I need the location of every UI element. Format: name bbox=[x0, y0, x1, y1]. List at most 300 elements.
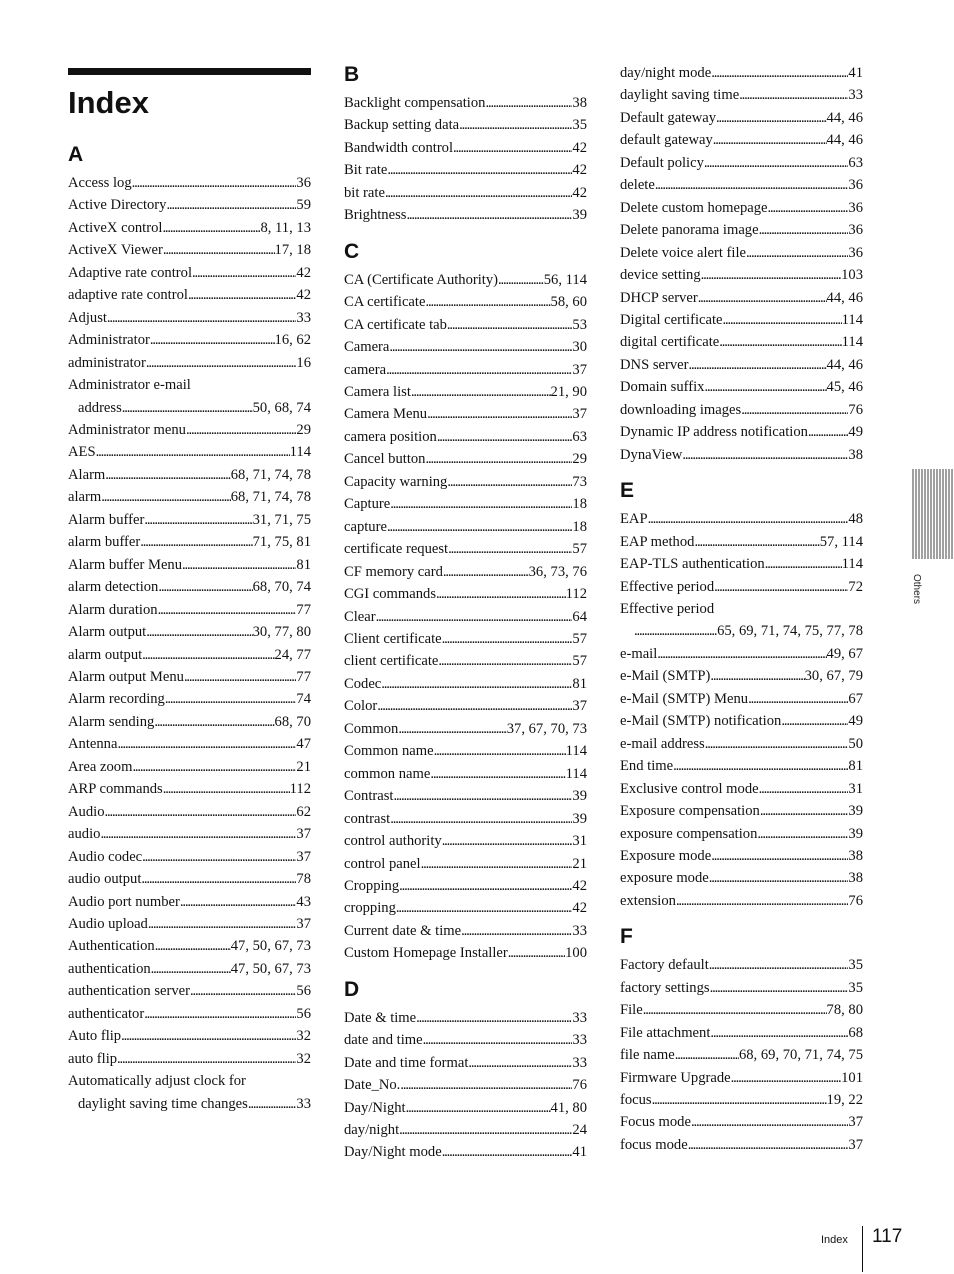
entry-term: audio output bbox=[68, 871, 142, 888]
dot-leader bbox=[163, 778, 290, 800]
dot-leader bbox=[151, 958, 231, 980]
entry-pages: 57 bbox=[572, 541, 587, 558]
index-entry bbox=[620, 1044, 863, 1066]
entry-term: Camera bbox=[344, 339, 390, 356]
dot-leader bbox=[711, 62, 848, 84]
entry-pages: 62 bbox=[296, 803, 311, 820]
entry-term: audio bbox=[68, 826, 101, 843]
dot-leader bbox=[132, 172, 297, 194]
dot-leader bbox=[461, 920, 572, 942]
footer-section-label: Index bbox=[821, 1234, 848, 1246]
dot-leader bbox=[448, 538, 572, 560]
entry-pages: 58, 60 bbox=[550, 294, 587, 311]
index-entry bbox=[68, 868, 311, 890]
entry-term: Bandwidth control bbox=[344, 139, 454, 156]
dot-leader bbox=[498, 269, 544, 291]
entry-term: Administrator bbox=[68, 332, 150, 349]
entry-term: Audio codec bbox=[68, 848, 143, 865]
dot-leader bbox=[376, 606, 573, 628]
dot-leader bbox=[748, 688, 848, 710]
index-entry bbox=[68, 1048, 311, 1070]
index-entry bbox=[344, 114, 587, 136]
dot-leader bbox=[694, 531, 819, 553]
entry-term: ARP commands bbox=[68, 781, 163, 798]
entry-pages: 29 bbox=[296, 421, 311, 438]
entry-pages: 36 bbox=[848, 222, 863, 239]
index-entry bbox=[344, 1052, 587, 1074]
dot-leader bbox=[107, 307, 296, 329]
index-entry bbox=[68, 913, 311, 935]
dot-leader bbox=[427, 403, 572, 425]
index-entry bbox=[68, 688, 311, 710]
dot-leader bbox=[442, 628, 573, 650]
entry-term: cropping bbox=[344, 900, 396, 917]
dot-leader bbox=[163, 239, 275, 261]
dot-leader bbox=[141, 868, 296, 890]
dot-leader bbox=[676, 890, 848, 912]
index-column-1 bbox=[68, 62, 311, 1115]
entry-term: Alarm duration bbox=[68, 601, 158, 618]
entry-term: Date and time format bbox=[344, 1054, 469, 1071]
index-entry bbox=[344, 650, 587, 672]
index-entry bbox=[344, 426, 587, 448]
dot-leader bbox=[453, 137, 572, 159]
entry-term: focus bbox=[620, 1092, 652, 1109]
entry-term: AES bbox=[68, 444, 96, 461]
index-entry bbox=[344, 785, 587, 807]
entry-term: Day/Night mode bbox=[344, 1144, 442, 1161]
entry-term: day/night mode bbox=[620, 65, 712, 81]
dot-leader bbox=[248, 1093, 297, 1115]
entry-term: bit rate bbox=[344, 184, 385, 201]
entry-term: delete bbox=[620, 177, 655, 194]
dot-leader bbox=[146, 621, 252, 643]
entry-pages: 114 bbox=[841, 334, 863, 351]
entry-pages: 39 bbox=[572, 788, 587, 805]
index-entry bbox=[68, 262, 311, 284]
entry-term: Firmware Upgrade bbox=[620, 1069, 731, 1086]
entry-term: Auto flip bbox=[68, 1028, 122, 1045]
entry-pages: 68, 71, 74, 78 bbox=[230, 489, 311, 506]
index-entry bbox=[68, 1025, 311, 1047]
entry-term: File attachment bbox=[620, 1024, 711, 1041]
entry-term: EAP method bbox=[620, 533, 695, 550]
entry-pages: 35 bbox=[848, 957, 863, 974]
entry-term: focus mode bbox=[620, 1136, 688, 1153]
index-entry bbox=[620, 508, 863, 530]
index-entry bbox=[620, 264, 863, 286]
section-letter: B bbox=[344, 63, 360, 86]
index-entry bbox=[620, 553, 863, 575]
entry-pages: 59 bbox=[296, 197, 311, 214]
dot-leader bbox=[132, 756, 296, 778]
entry-pages: 33 bbox=[572, 1032, 587, 1049]
dot-leader bbox=[381, 673, 572, 695]
entry-pages: 33 bbox=[572, 1009, 587, 1026]
dot-leader bbox=[713, 129, 827, 151]
dot-leader bbox=[117, 1048, 296, 1070]
dot-leader bbox=[423, 1029, 573, 1051]
section-letter: D bbox=[344, 977, 360, 1001]
dot-leader bbox=[100, 823, 296, 845]
entry-term: alarm buffer bbox=[68, 534, 141, 551]
index-entry bbox=[344, 314, 587, 336]
index-entry bbox=[620, 823, 863, 845]
index-entry bbox=[68, 419, 311, 441]
entry-pages: 21, 90 bbox=[550, 383, 587, 400]
index-entry bbox=[68, 172, 311, 194]
dot-leader bbox=[714, 576, 848, 598]
dot-leader bbox=[104, 801, 296, 823]
dot-leader bbox=[709, 954, 849, 976]
dot-leader bbox=[691, 1111, 848, 1133]
page-number: 117 bbox=[872, 1226, 903, 1247]
index-entry bbox=[68, 509, 311, 531]
dot-leader bbox=[393, 785, 572, 807]
index-entry bbox=[620, 376, 863, 398]
index-entry bbox=[68, 935, 311, 957]
entry-pages: 100 bbox=[565, 945, 587, 962]
dot-leader bbox=[673, 755, 848, 777]
dot-leader bbox=[155, 935, 231, 957]
entry-term-continuation: address bbox=[78, 399, 122, 416]
entry-pages: 45, 46 bbox=[826, 379, 863, 396]
index-entry bbox=[68, 284, 311, 306]
entry-term: Cropping bbox=[344, 877, 400, 894]
entry-term: authentication server bbox=[68, 983, 190, 1000]
entry-pages: 49 bbox=[848, 713, 863, 730]
dot-leader bbox=[652, 1089, 827, 1111]
dot-leader bbox=[757, 823, 848, 845]
index-entry bbox=[620, 107, 863, 129]
index-entry bbox=[68, 374, 311, 419]
entry-pages: 57 bbox=[572, 653, 587, 670]
entry-pages: 44, 46 bbox=[826, 356, 863, 373]
entry-pages: 50 bbox=[848, 735, 863, 752]
index-entry bbox=[68, 599, 311, 621]
entry-pages: 17, 18 bbox=[274, 242, 311, 259]
entry-pages: 101 bbox=[841, 1069, 863, 1086]
dot-leader bbox=[166, 194, 296, 216]
dot-leader bbox=[101, 486, 231, 508]
entry-pages: 24, 77 bbox=[274, 646, 311, 663]
dot-leader bbox=[709, 867, 849, 889]
entry-term: alarm output bbox=[68, 646, 143, 663]
entry-term: Color bbox=[344, 698, 378, 715]
entry-pages: 49, 67 bbox=[826, 645, 863, 662]
entry-pages: 49 bbox=[848, 424, 863, 441]
dot-leader bbox=[438, 650, 572, 672]
entry-term: Brightness bbox=[344, 207, 407, 224]
entry-term: Domain suffix bbox=[620, 379, 705, 396]
entry-pages: 56 bbox=[296, 983, 311, 1000]
index-entry bbox=[344, 471, 587, 493]
index-entry bbox=[68, 554, 311, 576]
entry-term: Exclusive control mode bbox=[620, 780, 759, 797]
entry-pages: 76 bbox=[848, 401, 863, 418]
entry-pages: 53 bbox=[572, 316, 587, 333]
entry-term: Backlight compensation bbox=[344, 95, 486, 111]
entry-pages: 18 bbox=[572, 518, 587, 535]
dot-leader bbox=[192, 262, 296, 284]
section-letter: C bbox=[344, 239, 360, 263]
index-entry bbox=[620, 755, 863, 777]
entry-pages: 32 bbox=[296, 1028, 311, 1045]
index-entry bbox=[620, 174, 863, 196]
entry-term: digital certificate bbox=[620, 334, 720, 351]
entry-pages: 112 bbox=[565, 586, 587, 603]
entry-term: Codec bbox=[344, 675, 382, 692]
index-entry bbox=[620, 688, 863, 710]
index-entry bbox=[344, 695, 587, 717]
index-entry bbox=[68, 464, 311, 486]
entry-term: CGI commands bbox=[344, 586, 437, 603]
dot-leader bbox=[142, 846, 296, 868]
entry-term: client certificate bbox=[344, 653, 439, 670]
index-entry bbox=[344, 763, 587, 785]
entry-pages: 33 bbox=[296, 309, 311, 326]
entry-pages: 114 bbox=[565, 743, 587, 760]
dot-leader bbox=[459, 114, 572, 136]
entry-pages: 81 bbox=[572, 675, 587, 692]
entry-pages: 35 bbox=[572, 117, 587, 134]
entry-pages: 56, 114 bbox=[543, 271, 587, 288]
index-entry bbox=[68, 441, 311, 463]
entry-term: authentication bbox=[68, 960, 151, 977]
entry-term: e-mail bbox=[620, 645, 658, 662]
side-tab-stripes bbox=[912, 469, 954, 559]
index-entry bbox=[344, 942, 587, 964]
entry-term: default gateway bbox=[620, 132, 713, 149]
entry-pages: 114 bbox=[289, 444, 311, 461]
index-entry bbox=[68, 733, 311, 755]
dot-leader bbox=[399, 1119, 572, 1141]
dot-leader bbox=[377, 695, 572, 717]
entry-term: End time bbox=[620, 758, 674, 775]
entry-term: Clear bbox=[344, 608, 376, 625]
entry-term: exposure compensation bbox=[620, 825, 758, 842]
dot-leader bbox=[122, 397, 253, 419]
dot-leader bbox=[442, 830, 573, 852]
dot-leader bbox=[643, 999, 827, 1021]
section-letter: E bbox=[620, 479, 635, 503]
index-entry bbox=[68, 1003, 311, 1025]
index-entry bbox=[68, 846, 311, 868]
entry-pages: 48 bbox=[848, 511, 863, 528]
entry-term: Administrator e-mail bbox=[68, 377, 191, 394]
entry-term: capture bbox=[344, 518, 387, 535]
entry-term: Delete custom homepage bbox=[620, 199, 768, 216]
entry-term: CF memory card bbox=[344, 563, 443, 580]
dot-leader bbox=[150, 329, 275, 351]
index-entry bbox=[620, 800, 863, 822]
entry-term: exposure mode bbox=[620, 870, 709, 887]
entry-pages: 103 bbox=[841, 267, 863, 284]
entry-term: e-Mail (SMTP) Menu bbox=[620, 690, 749, 707]
title-rule bbox=[68, 68, 311, 75]
dot-leader bbox=[140, 531, 252, 553]
dot-leader bbox=[689, 354, 827, 376]
dot-leader bbox=[96, 441, 290, 463]
entry-term: Exposure mode bbox=[620, 847, 712, 864]
entry-pages: 41 bbox=[848, 65, 863, 81]
index-entry bbox=[620, 531, 863, 553]
dot-leader bbox=[396, 897, 573, 919]
entry-term: CA (Certificate Authority) bbox=[344, 271, 499, 288]
dot-leader bbox=[421, 853, 573, 875]
page-title: Index bbox=[68, 85, 149, 120]
entry-term: Digital certificate bbox=[620, 311, 723, 328]
section-letter: F bbox=[620, 925, 633, 949]
index-section bbox=[344, 239, 587, 965]
entry-pages: 37 bbox=[848, 1136, 863, 1153]
index-entry bbox=[344, 808, 587, 830]
index-entry bbox=[68, 486, 311, 508]
entry-term: certificate request bbox=[344, 541, 449, 558]
entry-pages: 36 bbox=[848, 177, 863, 194]
entry-term: Alarm buffer bbox=[68, 511, 145, 528]
index-entry bbox=[68, 621, 311, 643]
entry-pages: 37 bbox=[296, 848, 311, 865]
entry-term: Alarm bbox=[68, 466, 106, 483]
entry-term: Current date & time bbox=[344, 922, 462, 939]
index-entry bbox=[344, 204, 587, 226]
dot-leader bbox=[675, 1044, 739, 1066]
entry-pages: 38 bbox=[572, 95, 587, 111]
dot-leader bbox=[739, 84, 848, 106]
entry-term: common name bbox=[344, 765, 431, 782]
dot-leader bbox=[400, 1074, 572, 1096]
index-entry bbox=[344, 448, 587, 470]
entry-pages: 77 bbox=[296, 668, 311, 685]
entry-term: administrator bbox=[68, 354, 146, 371]
index-column-2 bbox=[344, 62, 587, 1164]
index-entry bbox=[344, 1119, 587, 1141]
entry-pages: 39 bbox=[572, 207, 587, 224]
entry-term: Effective period bbox=[620, 600, 715, 617]
index-entry bbox=[344, 1141, 587, 1163]
entry-pages: 37 bbox=[572, 361, 587, 378]
index-entry bbox=[68, 666, 311, 688]
dot-leader bbox=[148, 913, 297, 935]
entry-pages: 8, 11, 13 bbox=[260, 219, 311, 236]
entry-pages: 37 bbox=[296, 915, 311, 932]
entry-pages: 31 bbox=[848, 780, 863, 797]
entry-pages: 42 bbox=[572, 162, 587, 179]
entry-pages: 50, 68, 74 bbox=[252, 399, 311, 416]
entry-term: Administrator menu bbox=[68, 421, 186, 438]
entry-term: Camera list bbox=[344, 383, 411, 400]
entry-pages: 16, 62 bbox=[274, 332, 311, 349]
index-entry bbox=[68, 823, 311, 845]
entry-term: contrast bbox=[344, 810, 391, 827]
entry-term: Factory default bbox=[620, 957, 709, 974]
index-entry bbox=[620, 867, 863, 889]
dot-leader bbox=[710, 977, 849, 999]
entry-term: control panel bbox=[344, 855, 421, 872]
index-entry bbox=[620, 444, 863, 466]
index-entry bbox=[620, 309, 863, 331]
dot-leader bbox=[117, 733, 296, 755]
entry-pages: 63 bbox=[572, 428, 587, 445]
dot-leader bbox=[698, 287, 827, 309]
index-entry bbox=[620, 665, 863, 687]
dot-leader bbox=[105, 464, 230, 486]
index-entry bbox=[68, 531, 311, 553]
dot-leader bbox=[146, 352, 297, 374]
index-entry bbox=[344, 269, 587, 291]
index-section bbox=[620, 62, 863, 466]
index-entry bbox=[68, 352, 311, 374]
index-entry bbox=[620, 643, 863, 665]
entry-term: ActiveX Viewer bbox=[68, 242, 163, 259]
entry-pages: 65, 69, 71, 74, 75, 77, 78 bbox=[717, 623, 863, 640]
index-entry bbox=[620, 1022, 863, 1044]
index-entry bbox=[620, 421, 863, 443]
entry-pages: 39 bbox=[848, 825, 863, 842]
section-letter: A bbox=[68, 143, 84, 166]
index-entry bbox=[68, 711, 311, 733]
entry-pages: 38 bbox=[848, 870, 863, 887]
entry-term: Date_No. bbox=[344, 1077, 401, 1094]
entry-pages: 114 bbox=[841, 556, 863, 573]
dot-leader bbox=[158, 599, 297, 621]
entry-term: auto flip bbox=[68, 1050, 118, 1067]
entry-term: Camera Menu bbox=[344, 406, 428, 423]
dot-leader bbox=[416, 1007, 572, 1029]
index-column-3 bbox=[620, 62, 863, 1156]
index-entry bbox=[344, 740, 587, 762]
dot-leader bbox=[154, 711, 274, 733]
entry-pages: 33 bbox=[572, 1054, 587, 1071]
entry-pages: 29 bbox=[572, 451, 587, 468]
entry-term: Adjust bbox=[68, 309, 107, 326]
entry-term: adaptive rate control bbox=[68, 287, 188, 304]
entry-pages: 37 bbox=[848, 1114, 863, 1131]
entry-pages: 21 bbox=[572, 855, 587, 872]
entry-pages: 68, 71, 74, 78 bbox=[230, 466, 311, 483]
entry-pages: 32 bbox=[296, 1050, 311, 1067]
index-entry bbox=[68, 958, 311, 980]
index-section bbox=[344, 977, 587, 1164]
entry-term: CA certificate tab bbox=[344, 316, 447, 333]
index-section bbox=[620, 478, 863, 912]
index-entry bbox=[344, 920, 587, 942]
index-entry bbox=[68, 801, 311, 823]
index-entry bbox=[344, 897, 587, 919]
entry-term: camera position bbox=[344, 428, 437, 445]
index-entry bbox=[620, 954, 863, 976]
index-entry bbox=[344, 182, 587, 204]
dot-leader bbox=[657, 643, 826, 665]
index-entry bbox=[620, 1089, 863, 1111]
index-entry bbox=[620, 399, 863, 421]
index-entry bbox=[68, 778, 311, 800]
entry-term: Common bbox=[344, 720, 399, 737]
entry-pages: 33 bbox=[296, 1095, 311, 1112]
entry-pages: 112 bbox=[289, 781, 311, 798]
entry-term: device setting bbox=[620, 267, 701, 284]
index-entry bbox=[344, 628, 587, 650]
dot-leader bbox=[186, 419, 296, 441]
index-entry bbox=[68, 194, 311, 216]
entry-pages: 73 bbox=[572, 473, 587, 490]
index-entry bbox=[68, 307, 311, 329]
index-entry bbox=[344, 403, 587, 425]
entry-term: camera bbox=[344, 361, 387, 378]
index-entry bbox=[344, 718, 587, 740]
index-entry bbox=[68, 891, 311, 913]
